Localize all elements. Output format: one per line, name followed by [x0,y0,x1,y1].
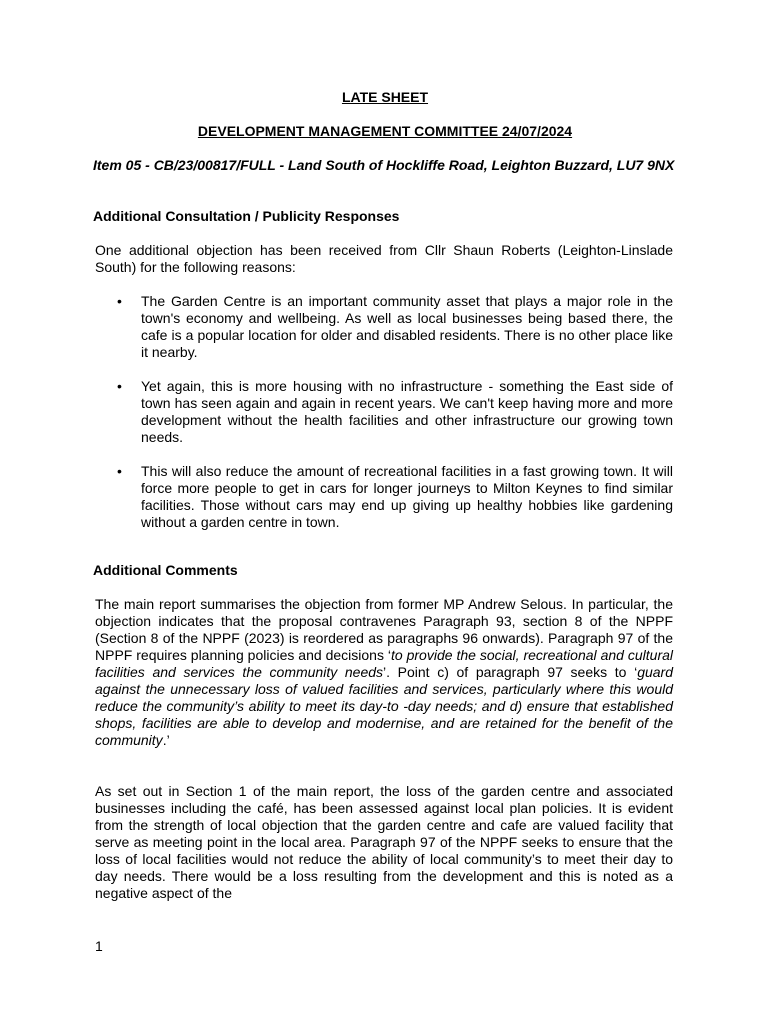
para1-quote-1: to provide the social, recreational and cultural facilities and services the community needs [95,647,673,680]
comments-paragraph-1 [95,596,673,749]
list-item [95,293,673,361]
bullet-text: The Garden Centre is an important community asset that plays a major role in the town's economy and wellbeing. As well as local businesses being based there, the cafe is a popular location for older and disabled residents. There is no other place like it nearby. [141,293,673,360]
list-item [95,463,673,531]
objection-reasons-list [95,293,673,531]
bullet-icon: • [117,293,122,309]
consultation-intro: One additional objection has been received from Cllr Shaun Roberts (Leighton-Linslade South) for the following reasons: [95,242,673,275]
committee-title: DEVELOPMENT MANAGEMENT COMMITTEE 24/07/2024 [197,123,573,139]
para1-quote-2: guard against the unnecessary loss of valued facilities and services, particularly where this would reduce the community’s ability to meet its day-to -day needs; and d) ensure that established shops, facilities are able to develop and modernise, and are retained for the benefit of the community [95,664,673,748]
bullet-icon: • [117,463,122,479]
item-heading: Item 05 - CB/23/00817/FULL - Land South of Hockliffe Road, Leighton Buzzard, LU7 9NX [93,157,675,173]
para1-text-a: The main report summarises the objection from former MP Andrew Selous. In particular, the objection indicates that the proposal contravenes Paragraph 93, section 8 of the NPPF (Section 8 of the NPPF (2023) is reordered as paragraphs 96 onwards). Paragraph 97 of the NPPF requires planning policies and decisions ‘ [95,596,673,663]
para1-text-c: ’. Point c) of paragraph 97 seeks to ‘ [383,664,638,680]
bullet-text: This will also reduce the amount of recreational facilities in a fast growing town. It will force more people to get in cars for longer journeys to Milton Keynes to find similar facilities. Those without cars may end up giving up healthy hobbies like gardening without a garden centre in town. [141,463,673,530]
late-sheet-title: LATE SHEET [341,89,429,105]
consultation-heading: Additional Consultation / Publicity Responses [93,208,400,224]
list-item [95,378,673,446]
bullet-text: Yet again, this is more housing with no infrastructure - something the East side of town has seen again and again in recent years. We can't keep having more and more development without the health facilities and other infrastructure our growing town needs. [141,378,673,445]
comments-paragraph-2: As set out in Section 1 of the main report, the loss of the garden centre and associated businesses including the café, has been assessed against local plan policies. It is evident from the strength of local objection that the garden centre and cafe are valued facility that serve as meeting point in the local area. Paragraph 97 of the NPPF seeks to ensure that the loss of local facilities would not reduce the ability of local community’s to meet their day to day needs. There would be a loss resulting from the development and this is noted as a negative aspect of the [95,783,673,901]
comments-heading: Additional Comments [93,562,238,578]
bullet-icon: • [117,378,122,394]
page-number: 1 [95,938,103,954]
para1-text-e: .’ [162,732,170,748]
